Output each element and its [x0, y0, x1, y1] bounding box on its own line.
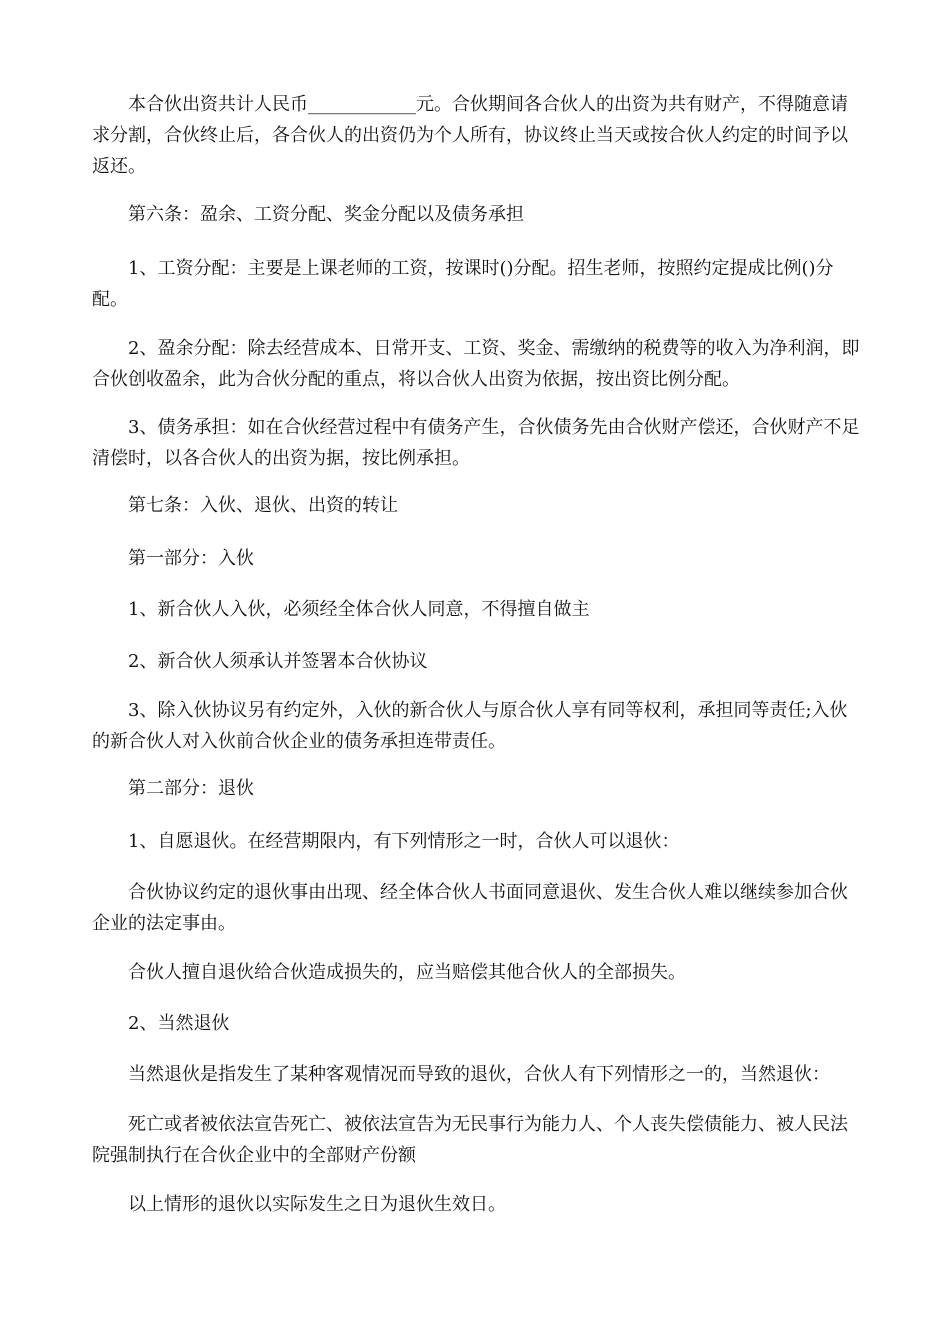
paragraph-effective-date: 以上情形的退伙以实际发生之日为退伙生效日。 [128, 1194, 506, 1215]
heading-part-2-withdrawal: 第二部分：退伙 [128, 778, 254, 799]
list-item-voluntary-withdrawal: 1、自愿退伙。在经营期限内，有下列情形之一时，合伙人可以退伙： [128, 831, 680, 852]
list-item-admission-2: 2、新合伙人须承认并签署本合伙协议 [128, 651, 428, 672]
heading-article-7: 第七条：入伙、退伙、出资的转让 [128, 495, 398, 516]
list-item-admission-1: 1、新合伙人入伙，必须经全体合伙人同意，不得擅自做主 [128, 599, 590, 620]
list-item-admission-3: 3、除入伙协议另有约定外，入伙的新合伙人与原合伙人享有同等权利，承担同等责任;入伙的新合伙人对入伙前合伙企业的债务承担连带责任。 [92, 700, 848, 752]
paragraph-automatic-definition: 当然退伙是指发生了某种客观情况而导致的退伙，合伙人有下列情形之一的，当然退伙： [128, 1064, 830, 1085]
list-item-automatic-withdrawal: 2、当然退伙 [128, 1013, 230, 1034]
paragraph-automatic-cases: 死亡或者被依法宣告死亡、被依法宣告为无民事行为能力人、个人丧失偿债能力、被人民法院强制执行在合伙企业中的全部财产份额 [92, 1114, 848, 1166]
heading-article-6: 第六条：盈余、工资分配、奖金分配以及债务承担 [128, 204, 524, 225]
paragraph-withdrawal-reasons: 合伙协议约定的退伙事由出现、经全体合伙人书面同意退伙、发生合伙人难以继续参加合伙企业的法定事由。 [92, 882, 848, 934]
paragraph-surplus-distribution: 2、盈余分配：除去经营成本、日常开支、工资、奖金、需缴纳的税费等的收入为净利润，即合伙创收盈余，此为合伙分配的重点，将以合伙人出资为依据，按出资比例分配。 [92, 338, 860, 390]
paragraph-capital-contribution: 本合伙出资共计人民币____________元。合伙期间各合伙人的出资为共有财产，不得随意请求分割，合伙终止后，各合伙人的出资仍为个人所有，协议终止当天或按合伙人约定的时间予以返还。 [92, 94, 848, 177]
paragraph-withdrawal-liability: 合伙人擅自退伙给合伙造成损失的，应当赔偿其他合伙人的全部损失。 [128, 962, 686, 983]
paragraph-salary-distribution: 1、工资分配：主要是上课老师的工资，按课时()分配。招生老师，按照约定提成比例()分配。 [92, 258, 834, 310]
paragraph-debt-bearing: 3、债务承担：如在合伙经营过程中有债务产生，合伙债务先由合伙财产偿还，合伙财产不足清偿时，以各合伙人的出资为据，按比例承担。 [92, 417, 860, 469]
heading-part-1-admission: 第一部分：入伙 [128, 548, 254, 569]
